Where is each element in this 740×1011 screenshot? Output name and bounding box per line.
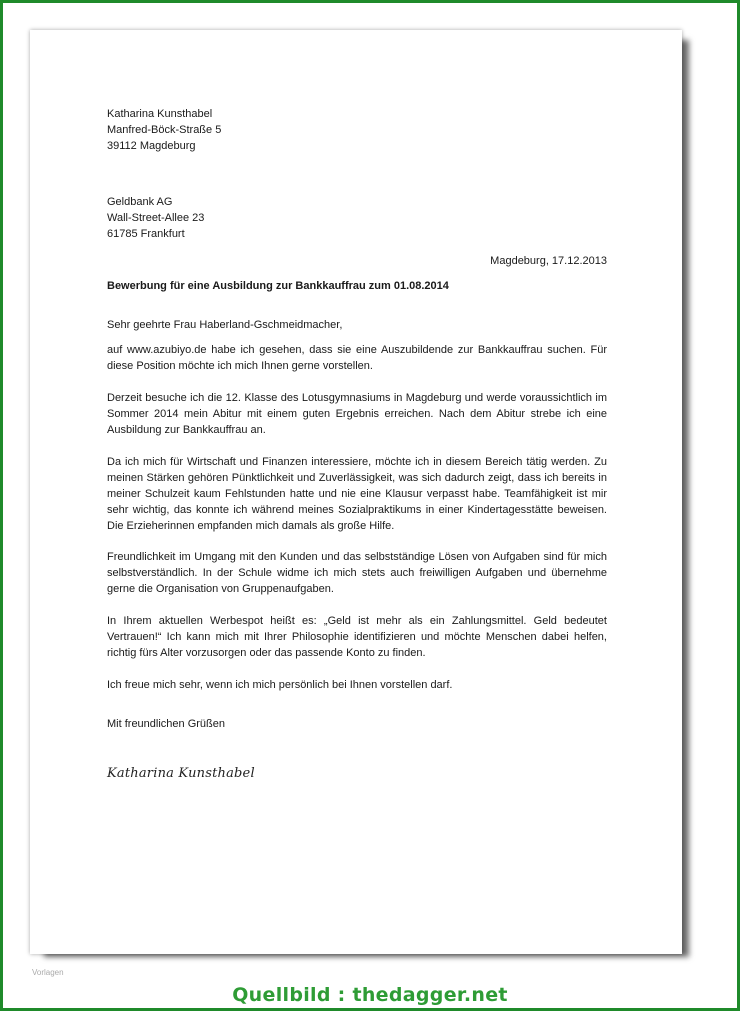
source-caption: Quellbild : thedagger.net: [232, 984, 508, 1006]
paragraph-3: Da ich mich für Wirtschaft und Finanzen interessiere, möchte ich in diesem Bereich tätig werden. Zu meinen Stärken gehören Pünktlichkeit und Zuverlässigkeit, was sich dadurch zeigt, dass ich bereits in meiner Schulzeit kaum Fehlstunden hatte und nie eine Klausur verpasst habe. Teamfähigkeit ist mir sehr wichtig, das konnte ich während meines Sozialpraktikums in einer Kindertagesstätte beweisen. Die Erzieherinnen empfanden mich damals als große Hilfe.: [107, 456, 607, 532]
letter-page: [30, 30, 682, 954]
paragraph-1: auf www.azubiyo.de habe ich gesehen, dass sie eine Auszubildende zur Bankkauffrau suchen. Für diese Position möchte ich mich Ihnen gerne vorstellen.: [107, 344, 607, 372]
paragraph-5: In Ihrem aktuellen Werbespot heißt es: „Geld ist mehr als ein Zahlungsmittel. Geld bedeutet Vertrauen!“ Ich kann mich mit Ihrer Philosophie identifizieren und möchte Menschen dabei helfen, richtig fürs Alter vorzusorgen oder das passende Konto zu finden.: [107, 615, 607, 659]
footer-note: Vorlagen: [32, 968, 64, 977]
recipient-street: Wall-Street-Allee 23: [107, 212, 205, 224]
sender-city: 39112 Magdeburg: [107, 140, 196, 152]
paragraph-6: Ich freue mich sehr, wenn ich mich persönlich bei Ihnen vorstellen darf.: [107, 679, 453, 691]
closing: Mit freundlichen Grüßen: [107, 718, 225, 730]
sender-address: [107, 106, 607, 154]
letter-date: Magdeburg, 17.12.2013: [490, 255, 607, 267]
sender-name: Katharina Kunsthabel: [107, 108, 213, 120]
handwritten-signature: Katharina Kunsthabel: [107, 766, 255, 781]
recipient-address: [107, 194, 607, 242]
salutation: Sehr geehrte Frau Haberland-Gschmeidmacher,: [107, 319, 343, 331]
letter-subject: Bewerbung für eine Ausbildung zur Bankkauffrau zum 01.08.2014: [107, 280, 449, 292]
recipient-city: 61785 Frankfurt: [107, 228, 185, 240]
paragraph-4: Freundlichkeit im Umgang mit den Kunden und das selbstständige Lösen von Aufgaben sind für mich selbstverständlich. In der Schule widme ich mich stets auch freiwilligen Aufgaben und übernehme gerne die Organisation von Gruppenaufgaben.: [107, 551, 607, 595]
recipient-company: Geldbank AG: [107, 196, 173, 208]
sender-street: Manfred-Böck-Straße 5: [107, 124, 222, 136]
paragraph-2: Derzeit besuche ich die 12. Klasse des Lotusgymnasiums in Magdeburg und werde voraussichtlich im Sommer 2014 mein Abitur mit einem guten Ergebnis erreichen. Nach dem Abitur strebe ich eine Ausbildung zur Bankkauffrau an.: [107, 392, 607, 436]
